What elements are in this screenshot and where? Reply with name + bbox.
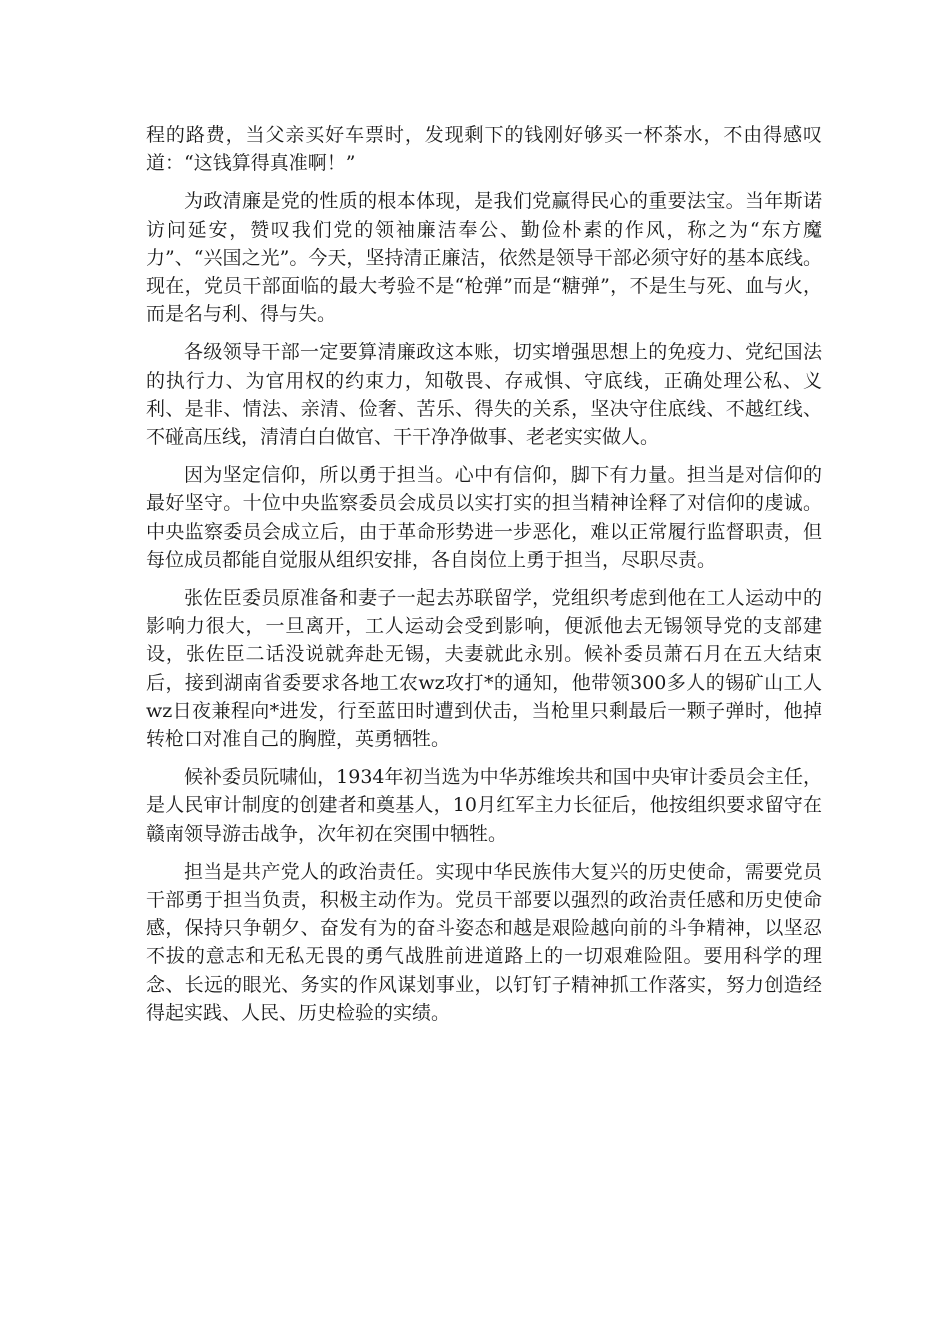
paragraph-4: 因为坚定信仰，所以勇于担当。心中有信仰，脚下有力量。担当是对信仰的最好坚守。十位中央监察委员会成员以实打实的担当精神诠释了对信仰的虔诚。中央监察委员会成立后，由于革命形势进一步恶化，难以正常履行监督职责，但每位成员都能自觉服从组织安排，各自岗位上勇于担当，尽职尽责。 — [146, 464, 822, 571]
paragraph-1: 程的路费，当父亲买好车票时，发现剩下的钱刚好够买一杯茶水，不由得感叹道：“这钱算得真准啊！” — [146, 124, 822, 175]
paragraph-5: 张佐臣委员原准备和妻子一起去苏联留学，党组织考虑到他在工人运动中的影响力很大，一旦离开，工人运动会受到影响，便派他去无锡领导党的支部建设，张佐臣二话没说就奔赴无锡，夫妻就此永别。候补委员萧石月在五大结束后，接到湖南省委要求各地工农wz攻打*的通知，他带领300多人的锡矿山工人wz日夜兼程向*进发，行至蓝田时遭到伏击，当枪里只剩最后一颗子弹时，他掉转枪口对准自己的胸膛，英勇牺牲。 — [146, 587, 822, 751]
paragraph-6: 候补委员阮啸仙，1934年初当选为中华苏维埃共和国中央审计委员会主任，是人民审计制度的创建者和奠基人，10月红军主力长征后，他按组织要求留守在赣南领导游击战争，次年初在突围中牺牲。 — [146, 766, 822, 845]
paragraph-2: 为政清廉是党的性质的根本体现，是我们党赢得民心的重要法宝。当年斯诺访问延安，赞叹我们党的领袖廉洁奉公、勤俭朴素的作风，称之为“东方魔力”、“兴国之光”。今天，坚持清正廉洁，依然是领导干部必须守好的基本底线。现在，党员干部面临的最大考验不是“枪弹”而是“糖弹”，不是生与死、血与火，而是名与利、得与失。 — [146, 190, 822, 326]
paragraph-7: 担当是共产党人的政治责任。实现中华民族伟大复兴的历史使命，需要党员干部勇于担当负责，积极主动作为。党员干部要以强烈的政治责任感和历史使命感，保持只争朝夕、奋发有为的奋斗姿态和越是艰险越向前的斗争精神，以坚忍不拔的意志和无私无畏的勇气战胜前进道路上的一切艰难险阻。要用科学的理念、长远的眼光、务实的作风谋划事业，以钉钉子精神抓工作落实，努力创造经得起实践、人民、历史检验的实绩。 — [146, 860, 822, 1024]
paragraph-3: 各级领导干部一定要算清廉政这本账，切实增强思想上的免疫力、党纪国法的执行力、为官用权的约束力，知敬畏、存戒惧、守底线，正确处理公私、义利、是非、情法、亲清、俭奢、苦乐、得失的关系，坚决守住底线、不越红线、不碰高压线，清清白白做官、干干净净做事、老老实实做人。 — [146, 341, 822, 449]
document-body — [146, 121, 822, 1037]
